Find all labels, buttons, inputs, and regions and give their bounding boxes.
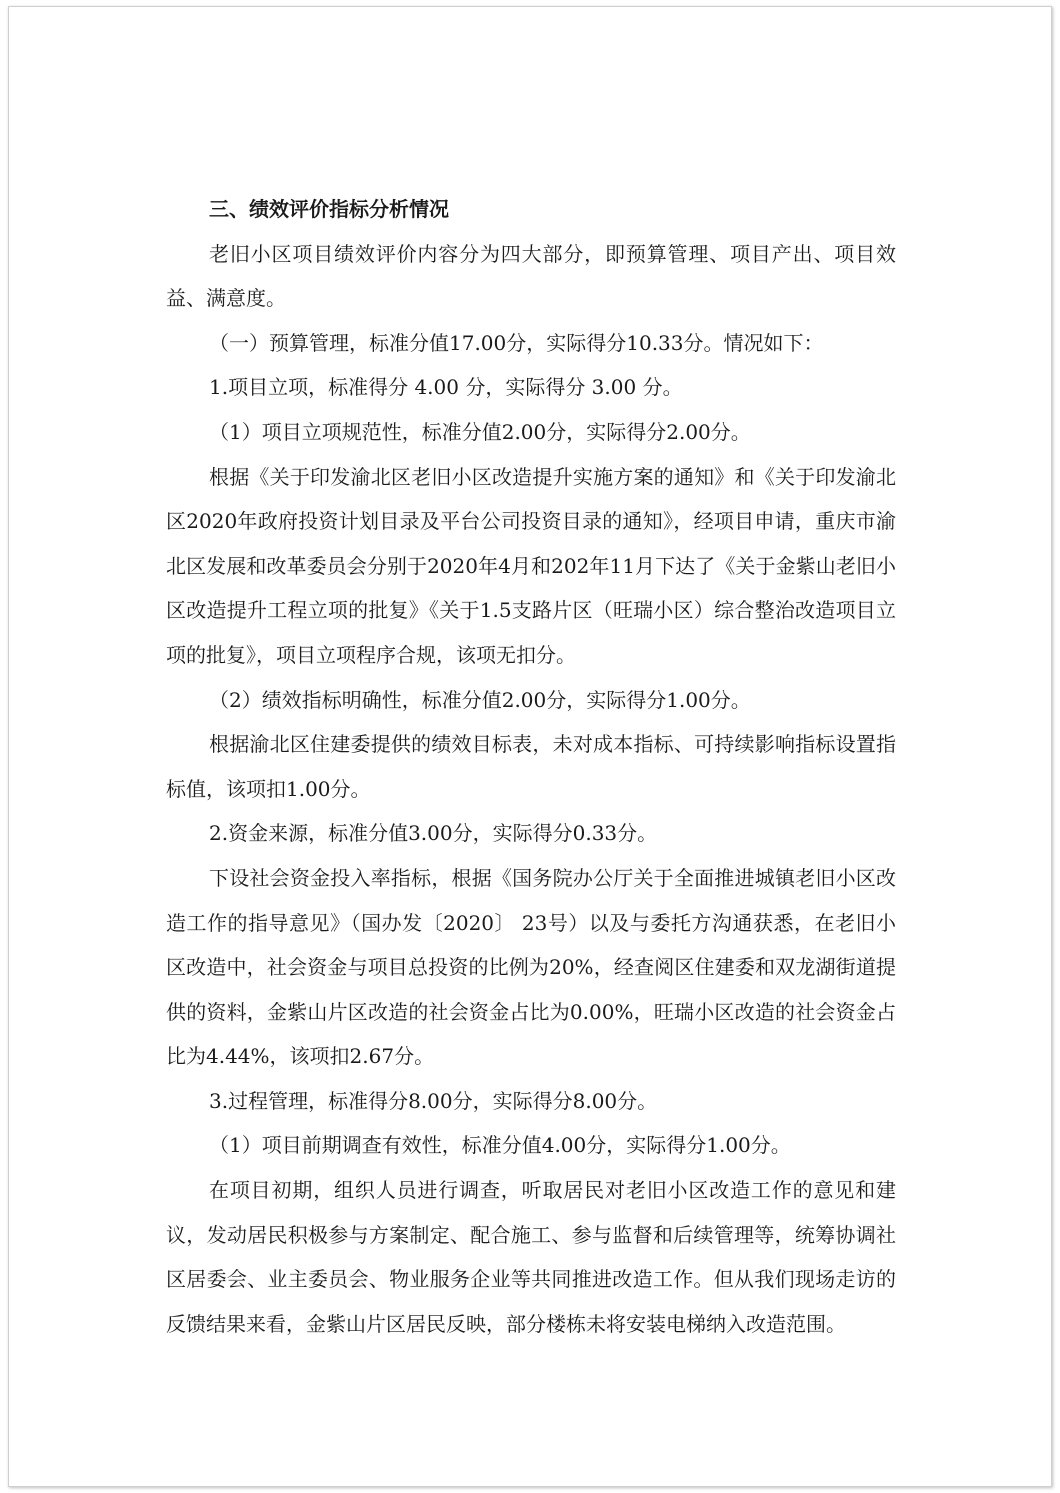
document-body	[166, 187, 896, 1346]
paragraph: 下设社会资金投入率指标，根据《国务院办公厅关于全面推进城镇老旧小区改造工作的指导意见》（国办发〔2020〕 23号）以及与委托方沟通获悉，在老旧小区改造中，社会资金与项目总投资的比例为20%，经查阅区住建委和双龙湖街道提供的资料，金紫山片区改造的社会资金占比为0.00%，旺瑞小区改造的社会资金占比为4.44%，该项扣2.67分。	[166, 865, 896, 1069]
paragraph: 在项目初期，组织人员进行调查，听取居民对老旧小区改造工作的意见和建议，发动居民积极参与方案制定、配合施工、参与监督和后续管理等，统筹协调社区居委会、业主委员会、物业服务企业等共同推进改造工作。但从我们现场走访的反馈结果来看，金紫山片区居民反映，部分楼栋未将安装电梯纳入改造范围。	[166, 1178, 896, 1336]
paragraph: 根据渝北区住建委提供的绩效目标表，未对成本指标、可持续影响指标设置指标值，该项扣1.00分。	[166, 732, 896, 801]
document-page	[8, 6, 1052, 1487]
sub-item-heading: （1）项目前期调查有效性，标准分值4.00分，实际得分1.00分。	[209, 1133, 791, 1158]
item-heading: 1.项目立项，标准得分 4.00 分，实际得分 3.00 分。	[209, 375, 683, 400]
section-heading: 三、绩效评价指标分析情况	[209, 197, 449, 221]
subsection-heading: （一）预算管理，标准分值17.00分，实际得分10.33分。情况如下：	[209, 330, 824, 355]
paragraph: 老旧小区项目绩效评价内容分为四大部分，即预算管理、项目产出、项目效益、满意度。	[166, 241, 896, 311]
item-heading: 2.资金来源，标准分值3.00分，实际得分0.33分。	[209, 821, 658, 846]
paragraph: 根据《关于印发渝北区老旧小区改造提升实施方案的通知》和《关于印发渝北区2020年政府投资计划目录及平台公司投资目录的通知》，经项目申请，重庆市渝北区发展和改革委员会分别于2020年4月和202年11月下达了《关于金紫山老旧小区改造提升工程立项的批复》《关于1.5支路片区（旺瑞小区）综合整治改造项目立项的批复》，项目立项程序合规，该项无扣分。	[166, 464, 896, 667]
sub-item-heading: （1）项目立项规范性，标准分值2.00分，实际得分2.00分。	[209, 419, 751, 444]
item-heading: 3.过程管理，标准得分8.00分，实际得分8.00分。	[209, 1088, 658, 1113]
sub-item-heading: （2）绩效指标明确性，标准分值2.00分，实际得分1.00分。	[209, 687, 751, 712]
